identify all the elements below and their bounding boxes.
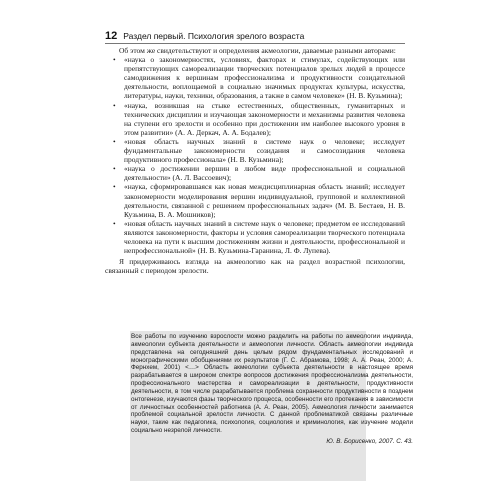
running-header <box>105 30 405 42</box>
definition-item <box>105 219 405 255</box>
header-divider <box>105 43 405 44</box>
bullet-icon: • <box>113 218 116 228</box>
definition-text: «новая область научных знаний в системе наук о человеке; исследует фундаментальные закономерности созидания и самосозидания человека продуктивного профессионала» (Н. В. Кузьмина); <box>124 136 405 165</box>
quote-box <box>131 333 413 446</box>
main-text <box>105 46 405 275</box>
definition-text: «наука, сформировавшаяся как новая междисциплинарная область знаний; исследует закономерности моделирования вершин индивидуальной, групповой и коллективной деятельности, связанной с решением профессиональных задач» (М. В. Бестаев, Н. В. Кузьмина, В. А. Мошников); <box>124 182 405 219</box>
quote-text: Все работы по изучению взрослости можно разделить на работы по акмеологии индивида, акмеологии субъекта деятельности и акмеологии личности. Область акмеологии индивида представлена на сегодняшний день целым рядом фундаментальных исследований и монографическими обобщениями их результатов (Г. С. Абрамова, 1998; А. А. Реан, 2000; А. Фернхем, 2001) <…> Область акмеологии субъекта деятельности в настоящее время разрабатывается в широком спектре вопросов достижения профессионализма деятельности, профессионального мастерства и самореализации в деятельности, продуктивности деятельности, в том числе разрабатывается проблема сохранности продуктивности в позднем онтогенезе, изучаются фазы творческого процесса, особенности его протекания в зависимости от личностных особенностей работника (А. А. Реан, 2005). Акмеология личности занимается проблемой социальной зрелости личности. С данной проблематикой связаны различные науки, такие как педагогика, психология, социология и криминология, как изучение модели социально незрелой личности. <box>131 333 413 435</box>
definition-item <box>105 101 405 137</box>
section-title: Раздел первый. Психология зрелого возраста <box>123 31 305 41</box>
conclusion-paragraph: Я придерживаюсь взгляда на акмеологию как на раздел возрастной психологии, связанный с периодом зрелости. <box>105 257 405 276</box>
definition-item <box>105 55 405 100</box>
definition-item <box>105 182 405 218</box>
definitions-list <box>105 55 405 255</box>
definition-text: «наука, возникшая на стыке естественных, общественных, гуманитарных и технических дисциплин и изучающая закономерности и механизмы развития человека на ступени его зрелости и особенно при достижении им наиболее высокого уровня в этом развитии» (А. А. Деркач, А. А. Бодалев); <box>124 100 405 137</box>
page-number: 12 <box>105 30 118 42</box>
bullet-icon: • <box>113 55 116 65</box>
bullet-icon: • <box>113 136 116 146</box>
definition-text: «наука о закономерностях, условиях, факторах и стимулах, содействующих или препятствующих самореализации творческих потенциалов зрелых людей в процессе самодвижения к вершинам профессионализма и продуктивности созидательной деятельности, воплощаемой в социально значимых продуктах культуры, искусства, литературы, науки, техники, образования, а также в самом человеке» (Н. В. Кузьмина); <box>124 55 405 101</box>
bullet-icon: • <box>113 164 116 174</box>
quote-source: Ю. В. Борисенко, 2007. С. 43. <box>326 437 413 445</box>
definition-text: «наука о достижении вершин в любом виде профессиональной и социальной деятельности» (А. Л. Вассоевич); <box>124 164 405 183</box>
definition-item <box>105 137 405 164</box>
intro-paragraph: Об этом же свидетельствуют и определения акмеологии, даваемые разными авторами: <box>119 46 396 55</box>
definition-text: «новая область научных знаний в системе наук о человеке; предметом ее исследований являются закономерности, факторы и условия самореализации творческого потенциала человека на пути к высшим достижениям жизни и деятельности, профессиональной и непрофессиональной» (Н. В. Кузьмина-Гаранина, Л. Ф. Лупева). <box>124 218 405 256</box>
bullet-icon: • <box>113 100 116 110</box>
bullet-icon: • <box>113 182 116 192</box>
definition-item <box>105 164 405 182</box>
